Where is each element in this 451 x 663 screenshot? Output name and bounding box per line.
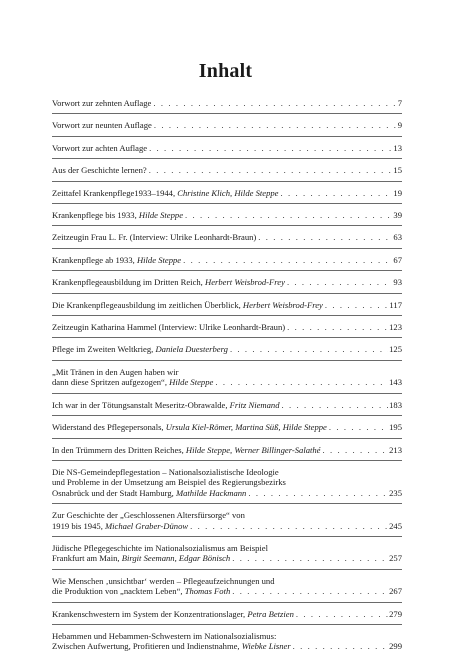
toc-entry-text bbox=[52, 322, 285, 332]
toc-entry-title: Widerstand des Pflegepersonals, bbox=[52, 422, 166, 433]
dot-leader bbox=[232, 586, 388, 596]
toc-entry-page-number: 123 bbox=[389, 322, 402, 333]
toc-entry-page-number: 235 bbox=[389, 487, 402, 498]
toc-entry bbox=[52, 510, 402, 537]
toc-entry-main-line bbox=[52, 210, 402, 220]
toc-entry-author: Christine Klich, Hilde Steppe bbox=[177, 187, 279, 198]
toc-entry-page-number: 67 bbox=[393, 254, 402, 265]
toc-entry-text bbox=[52, 445, 321, 455]
toc-entry-title: Vorwort zur neunten Auflage bbox=[52, 120, 152, 131]
toc-entry-main-line bbox=[52, 377, 402, 387]
toc-entry-text bbox=[52, 586, 230, 596]
toc-entry bbox=[52, 98, 402, 114]
dot-leader bbox=[149, 143, 392, 153]
toc-entry-main-line bbox=[52, 300, 402, 310]
toc-entry-text bbox=[52, 377, 213, 387]
toc-entry-author: Daniela Duesterberg bbox=[155, 344, 228, 355]
toc-entry-title: Die Krankenpflegeausbildung im zeitlichen Überblick, bbox=[52, 299, 243, 310]
toc-entry bbox=[52, 543, 402, 570]
toc-entry-author: Hilde Steppe bbox=[169, 377, 214, 388]
toc-entry-author: Fritz Niemand bbox=[229, 399, 280, 410]
toc-entry-text bbox=[52, 641, 291, 651]
toc-entry-title: In den Trümmern des Dritten Reiches, bbox=[52, 444, 186, 455]
table-of-contents bbox=[52, 98, 402, 663]
dot-leader bbox=[329, 422, 388, 432]
toc-entry-title: Zeitzeugin Katharina Hammel (Interview: Ulrike Leonhardt-Braun) bbox=[52, 322, 286, 333]
toc-entry-text bbox=[52, 422, 327, 432]
toc-entry-text bbox=[52, 300, 323, 310]
toc-entry-page-number: 117 bbox=[389, 299, 402, 310]
dot-leader bbox=[293, 641, 388, 651]
toc-entry bbox=[52, 445, 402, 461]
toc-entry-title: Vorwort zur zehnten Auflage bbox=[52, 98, 152, 108]
dot-leader bbox=[190, 521, 388, 531]
toc-entry-line: „Mit Tränen in den Augen haben wir bbox=[52, 366, 179, 377]
toc-entry bbox=[52, 210, 402, 226]
toc-entry-page-number: 19 bbox=[393, 187, 402, 198]
dot-leader bbox=[153, 98, 396, 108]
dot-leader bbox=[248, 488, 388, 498]
dot-leader bbox=[258, 232, 392, 242]
toc-entry-line: Wie Menschen ‚unsichtbar‘ werden – Pflegeaufzeichnungen und bbox=[52, 575, 275, 586]
toc-entry-author: Petra Betzien bbox=[247, 608, 294, 619]
toc-entry-author: Hilde Steppe bbox=[138, 210, 184, 221]
toc-entry-text bbox=[52, 188, 279, 198]
dot-leader bbox=[149, 165, 393, 175]
toc-entry-page-number: 257 bbox=[389, 553, 402, 564]
toc-entry-main-line bbox=[52, 143, 402, 153]
toc-entry-page-number: 9 bbox=[397, 120, 402, 131]
toc-entry-main-line bbox=[52, 232, 402, 242]
toc-entry bbox=[52, 120, 402, 136]
toc-entry-page-number: 213 bbox=[389, 444, 402, 455]
toc-entry bbox=[52, 609, 402, 625]
toc-entry-page-number: 125 bbox=[389, 344, 402, 355]
toc-entry-page-number: 267 bbox=[389, 586, 402, 597]
toc-entry bbox=[52, 255, 402, 271]
toc-entry bbox=[52, 467, 402, 504]
toc-entry-title: Zeitzeugin Frau L. Fr. (Interview: Ulrike Leonhardt-Braun) bbox=[52, 232, 257, 243]
toc-entry bbox=[52, 143, 402, 159]
toc-entry-title: Frankfurt am Main, bbox=[52, 553, 122, 564]
toc-entry-title: Vorwort zur achten Auflage bbox=[52, 142, 148, 153]
toc-entry-text bbox=[52, 400, 280, 410]
toc-entry-page-number: 245 bbox=[389, 520, 402, 531]
toc-entry-line: Jüdische Pflegegeschichte im Nationalsozialismus am Beispiel bbox=[52, 542, 268, 553]
toc-entry-author: Ursula Kiel-Römer, Martina Süß, Hilde Steppe bbox=[165, 422, 327, 433]
toc-entry-main-line bbox=[52, 445, 402, 455]
dot-leader bbox=[323, 445, 389, 455]
toc-entry-main-line bbox=[52, 609, 402, 619]
toc-entry bbox=[52, 367, 402, 394]
toc-entry-text bbox=[52, 255, 181, 265]
toc-entry-text bbox=[52, 277, 285, 287]
toc-entry-title: dann diese Spritzen aufgezogen“, bbox=[52, 377, 170, 388]
toc-entry-main-line bbox=[52, 120, 402, 130]
dot-leader bbox=[232, 553, 388, 563]
toc-entry-text bbox=[52, 553, 230, 563]
toc-entry-title: Pflege im Zweiten Weltkrieg, bbox=[52, 344, 156, 355]
toc-entry bbox=[52, 576, 402, 603]
dot-leader bbox=[215, 377, 388, 387]
toc-entry-author: Herbert Weisbrod-Frey bbox=[204, 277, 285, 288]
toc-entry-author: Hilde Steppe bbox=[136, 254, 182, 265]
toc-entry-author: Birgit Seemann, Edgar Bönisch bbox=[121, 553, 231, 564]
toc-entry-text bbox=[52, 165, 147, 175]
toc-entry-page-number: 183 bbox=[389, 399, 402, 410]
toc-entry bbox=[52, 422, 402, 438]
dot-leader bbox=[154, 120, 397, 130]
toc-entry-title: Krankenpflege ab 1933, bbox=[52, 254, 137, 265]
toc-entry-page-number: 299 bbox=[389, 641, 402, 652]
toc-entry-author: Mathilde Hackmann bbox=[175, 487, 247, 498]
toc-entry-line: Die NS-Gemeindepflegestation – Nationalsozialistische Ideologie bbox=[52, 466, 279, 477]
dot-leader bbox=[185, 210, 392, 220]
toc-entry-main-line bbox=[52, 344, 402, 354]
dot-leader bbox=[296, 609, 388, 619]
toc-entry-title: Krankenpflegeausbildung im Dritten Reich, bbox=[52, 277, 205, 288]
dot-leader bbox=[282, 400, 389, 410]
toc-entry-main-line bbox=[52, 98, 402, 108]
page-title: Inhalt bbox=[198, 60, 253, 82]
toc-entry-main-line bbox=[52, 255, 402, 265]
toc-entry-title: die Produktion von „nacktem Leben“, bbox=[52, 586, 185, 597]
toc-entry bbox=[52, 400, 402, 416]
dot-leader bbox=[287, 322, 388, 332]
toc-entry-page-number: 143 bbox=[389, 377, 402, 388]
toc-entry-title: 1919 bis 1945, bbox=[52, 520, 105, 531]
toc-entry bbox=[52, 344, 402, 360]
toc-entry bbox=[52, 232, 402, 248]
toc-entry-text bbox=[52, 210, 183, 220]
toc-entry-page-number: 7 bbox=[397, 98, 402, 108]
toc-entry-author: Thomas Foth bbox=[184, 586, 231, 597]
dot-leader bbox=[287, 277, 392, 287]
dot-leader bbox=[325, 300, 389, 310]
toc-entry-main-line bbox=[52, 400, 402, 410]
toc-entry-author: Herbert Weisbrod-Frey bbox=[242, 299, 323, 310]
toc-entry-main-line bbox=[52, 165, 402, 175]
toc-entry-main-line bbox=[52, 422, 402, 432]
dot-leader bbox=[183, 255, 392, 265]
toc-entry bbox=[52, 165, 402, 181]
toc-entry-page-number: 93 bbox=[393, 277, 402, 288]
toc-entry-main-line bbox=[52, 277, 402, 287]
toc-entry-main-line bbox=[52, 488, 402, 498]
toc-entry-main-line bbox=[52, 553, 402, 563]
toc-entry-text bbox=[52, 609, 294, 619]
toc-entry-page-number: 15 bbox=[393, 165, 402, 176]
toc-entry-text bbox=[52, 98, 151, 108]
toc-entry-page-number: 195 bbox=[389, 422, 402, 433]
toc-entry-main-line bbox=[52, 322, 402, 332]
toc-entry-author: Hilde Steppe, Werner Billinger-Salathé bbox=[185, 444, 321, 455]
toc-entry-line: und Probleme in der Umsetzung am Beispiel des Regierungsbezirks bbox=[52, 477, 286, 488]
toc-entry-title: Krankenschwestern im System der Konzentrationslager, bbox=[52, 608, 248, 619]
toc-entry-text bbox=[52, 521, 188, 531]
toc-entry bbox=[52, 300, 402, 316]
toc-entry-line: Zur Geschichte der „Geschlossenen Altersfürsorge“ von bbox=[52, 510, 245, 521]
toc-entry-text bbox=[52, 488, 246, 498]
toc-entry-title: Ich war in der Tötungsanstalt Meseritz-Obrawalde, bbox=[52, 399, 230, 410]
toc-entry-title: Zwischen Aufwertung, Profitieren und Indienstnahme, bbox=[52, 641, 242, 652]
toc-entry-page-number: 39 bbox=[393, 210, 402, 221]
toc-entry-title: Zeittafel Krankenpflege1933–1944, bbox=[52, 187, 178, 198]
toc-entry-title: Krankenpflege bis 1933, bbox=[52, 210, 139, 221]
toc-entry-title: Osnabrück und der Stadt Hamburg, bbox=[52, 487, 176, 498]
toc-entry-main-line bbox=[52, 521, 402, 531]
dot-leader bbox=[230, 344, 388, 354]
toc-entry-author: Wiebke Lisner bbox=[241, 641, 291, 652]
toc-entry bbox=[52, 322, 402, 338]
toc-entry-text bbox=[52, 344, 228, 354]
toc-entry bbox=[52, 277, 402, 293]
toc-entry-title: Aus der Geschichte lernen? bbox=[52, 165, 147, 176]
toc-entry-page-number: 13 bbox=[393, 142, 402, 153]
toc-entry-text bbox=[52, 232, 256, 242]
toc-entry-text bbox=[52, 120, 152, 130]
toc-entry bbox=[52, 188, 402, 204]
toc-entry bbox=[52, 631, 402, 657]
toc-entry-main-line bbox=[52, 641, 402, 651]
toc-entry-page-number: 279 bbox=[389, 608, 402, 619]
dot-leader bbox=[281, 188, 393, 198]
toc-entry-main-line bbox=[52, 188, 402, 198]
toc-entry-main-line bbox=[52, 586, 402, 596]
toc-entry-page-number: 63 bbox=[393, 232, 402, 243]
toc-entry-line: Hebammen und Hebammen-Schwestern im Nationalsozialismus: bbox=[52, 630, 277, 641]
toc-entry-text bbox=[52, 143, 147, 153]
toc-entry-author: Michael Graber-Dünow bbox=[105, 520, 189, 531]
